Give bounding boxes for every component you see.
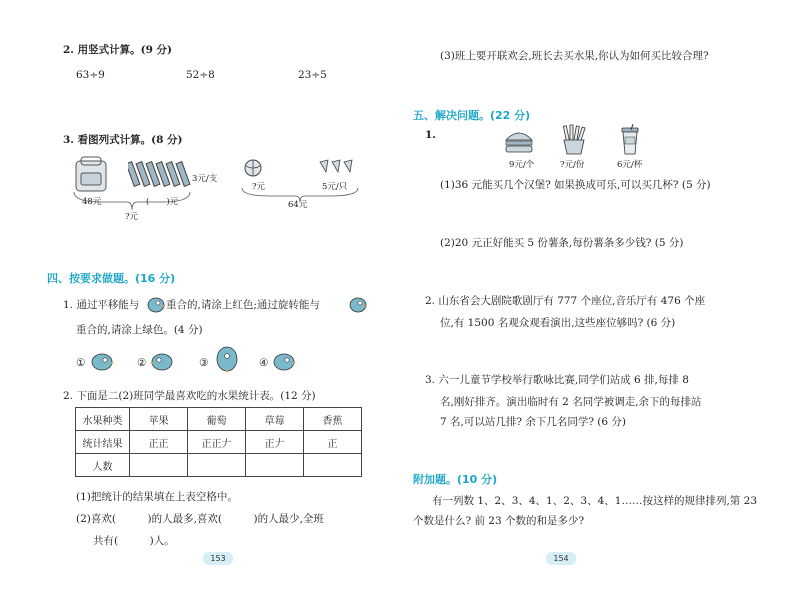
- q3-sub3: (3)班上要开联欢会,班长去买水果,你认为如何买比较合理?: [440, 50, 709, 62]
- table-header-cell: 草莓: [246, 408, 304, 431]
- bonus-line1: 有一列数 1、2、3、4、1、2、3、4、1……按这样的规律排列,第 23: [432, 495, 757, 507]
- q1-sub2: (2)20 元正好能买 5 份薯条,每份薯条多少钱? (5 分): [440, 237, 684, 249]
- pencils-icon: [128, 158, 192, 194]
- q2-sub1: (1)把统计的结果填在上表空格中。: [76, 491, 238, 503]
- shuttlecock-icon: [318, 158, 358, 176]
- table-cell: 统计结果: [76, 431, 130, 454]
- q2-line2: 位,有 1500 名观众观看演出,这些座位够吗? (6 分): [440, 317, 676, 329]
- food-price-2: ?元/份: [560, 160, 585, 170]
- table-cell: [246, 454, 304, 477]
- q2-item-3: 23÷5: [298, 69, 327, 81]
- table-cell: 人数: [76, 454, 130, 477]
- q1-sub1: (1)36 元能买几个汉堡? 如果换成可乐,可以买几杯? (5 分): [440, 179, 711, 191]
- table-header-cell: 葡萄: [188, 408, 246, 431]
- q1-option-4: ④: [259, 357, 269, 369]
- page-number-right: 154: [546, 552, 576, 565]
- table-cell: 正: [304, 431, 362, 454]
- q3b-ball-price: ?元: [252, 182, 266, 192]
- q2-title: 2. 用竖式计算。(9 分): [63, 44, 173, 56]
- q1-option-3: ③: [199, 357, 209, 369]
- food-price-3: 6元/杯: [617, 160, 643, 170]
- q1-option-2: ②: [137, 357, 147, 369]
- bonus-line2: 个数是什么? 前 23 个数的和是多少?: [413, 515, 585, 527]
- q2-item-2: 52÷8: [186, 69, 215, 81]
- angry-bird-icon: [212, 344, 242, 374]
- table-header-cell: 苹果: [130, 408, 188, 431]
- hamburger-icon: [503, 128, 535, 156]
- table-cell: 正正: [130, 431, 188, 454]
- bonus-title: 附加题。(10 分): [413, 473, 498, 486]
- q1-number: 1.: [425, 129, 436, 141]
- q2-line1: 2. 山东省会大剧院歌剧厅有 777 个座位,音乐厅有 476 个座: [425, 295, 706, 307]
- q3-line3: 7 名,可以站几排? 余下几名同学? (6 分): [440, 416, 627, 428]
- table-cell: 正正𠂇: [188, 431, 246, 454]
- table-cell: [304, 454, 362, 477]
- q3a-bag-price: 48元: [82, 197, 102, 207]
- angry-bird-icon: [90, 350, 116, 372]
- q3-line1: 3. 六一儿童节学校举行歌咏比赛,同学们站成 6 排,每排 8: [425, 374, 689, 386]
- q3b-item-price: 5元/只: [322, 182, 348, 192]
- q3a-total: ?元: [125, 212, 139, 222]
- cola-cup-icon: [619, 124, 641, 156]
- q2-item-1: 63÷9: [76, 69, 105, 81]
- q3b-total: 64元: [288, 200, 308, 210]
- table-cell: [130, 454, 188, 477]
- q1-option-1: ①: [76, 357, 86, 369]
- page-number-left: 153: [203, 552, 233, 565]
- table-header-cell: 香蕉: [304, 408, 362, 431]
- angry-bird-icon: [150, 350, 176, 372]
- q2-sub2b: 共有( )人。: [93, 535, 175, 547]
- angry-bird-icon: [146, 294, 166, 314]
- q3a-price-each: 3元/支: [192, 174, 218, 184]
- q1-line1b: 重合的,请涂上红色;通过旋转能与: [166, 299, 320, 311]
- table-cell: [188, 454, 246, 477]
- table-row: [76, 454, 362, 477]
- q3-title: 3. 看图列式计算。(8 分): [63, 134, 183, 146]
- q3-line2: 名,刚好排齐。演出临时有 2 名同学被调走,余下的每排站: [440, 396, 702, 408]
- schoolbag-icon: [72, 155, 112, 195]
- section-5-title: 五、解决问题。(22 分): [413, 109, 531, 122]
- section-4-title: 四、按要求做题。(16 分): [47, 272, 176, 285]
- angry-bird-icon: [348, 294, 368, 314]
- ball-icon: [243, 158, 263, 178]
- q1-line2: 重合的,请涂上绿色。(4 分): [76, 324, 203, 336]
- table-cell: 正𠂇: [246, 431, 304, 454]
- fries-icon: [560, 124, 588, 156]
- q2-sub2: (2)喜欢( )的人最多,喜欢( )的人最少,全班: [76, 513, 324, 525]
- table-header-row: [76, 408, 362, 431]
- q2-title2: 2. 下面是二(2)班同学最喜欢吃的水果统计表。(12 分): [63, 390, 316, 402]
- angry-bird-icon: [272, 350, 298, 372]
- table-header-cell: 水果种类: [76, 408, 130, 431]
- fruit-table: [75, 407, 362, 477]
- table-row: [76, 431, 362, 454]
- q1-line1a: 1. 通过平移能与: [63, 299, 140, 311]
- food-price-1: 9元/个: [509, 160, 535, 170]
- q3a-bracket: ( )元: [146, 197, 179, 207]
